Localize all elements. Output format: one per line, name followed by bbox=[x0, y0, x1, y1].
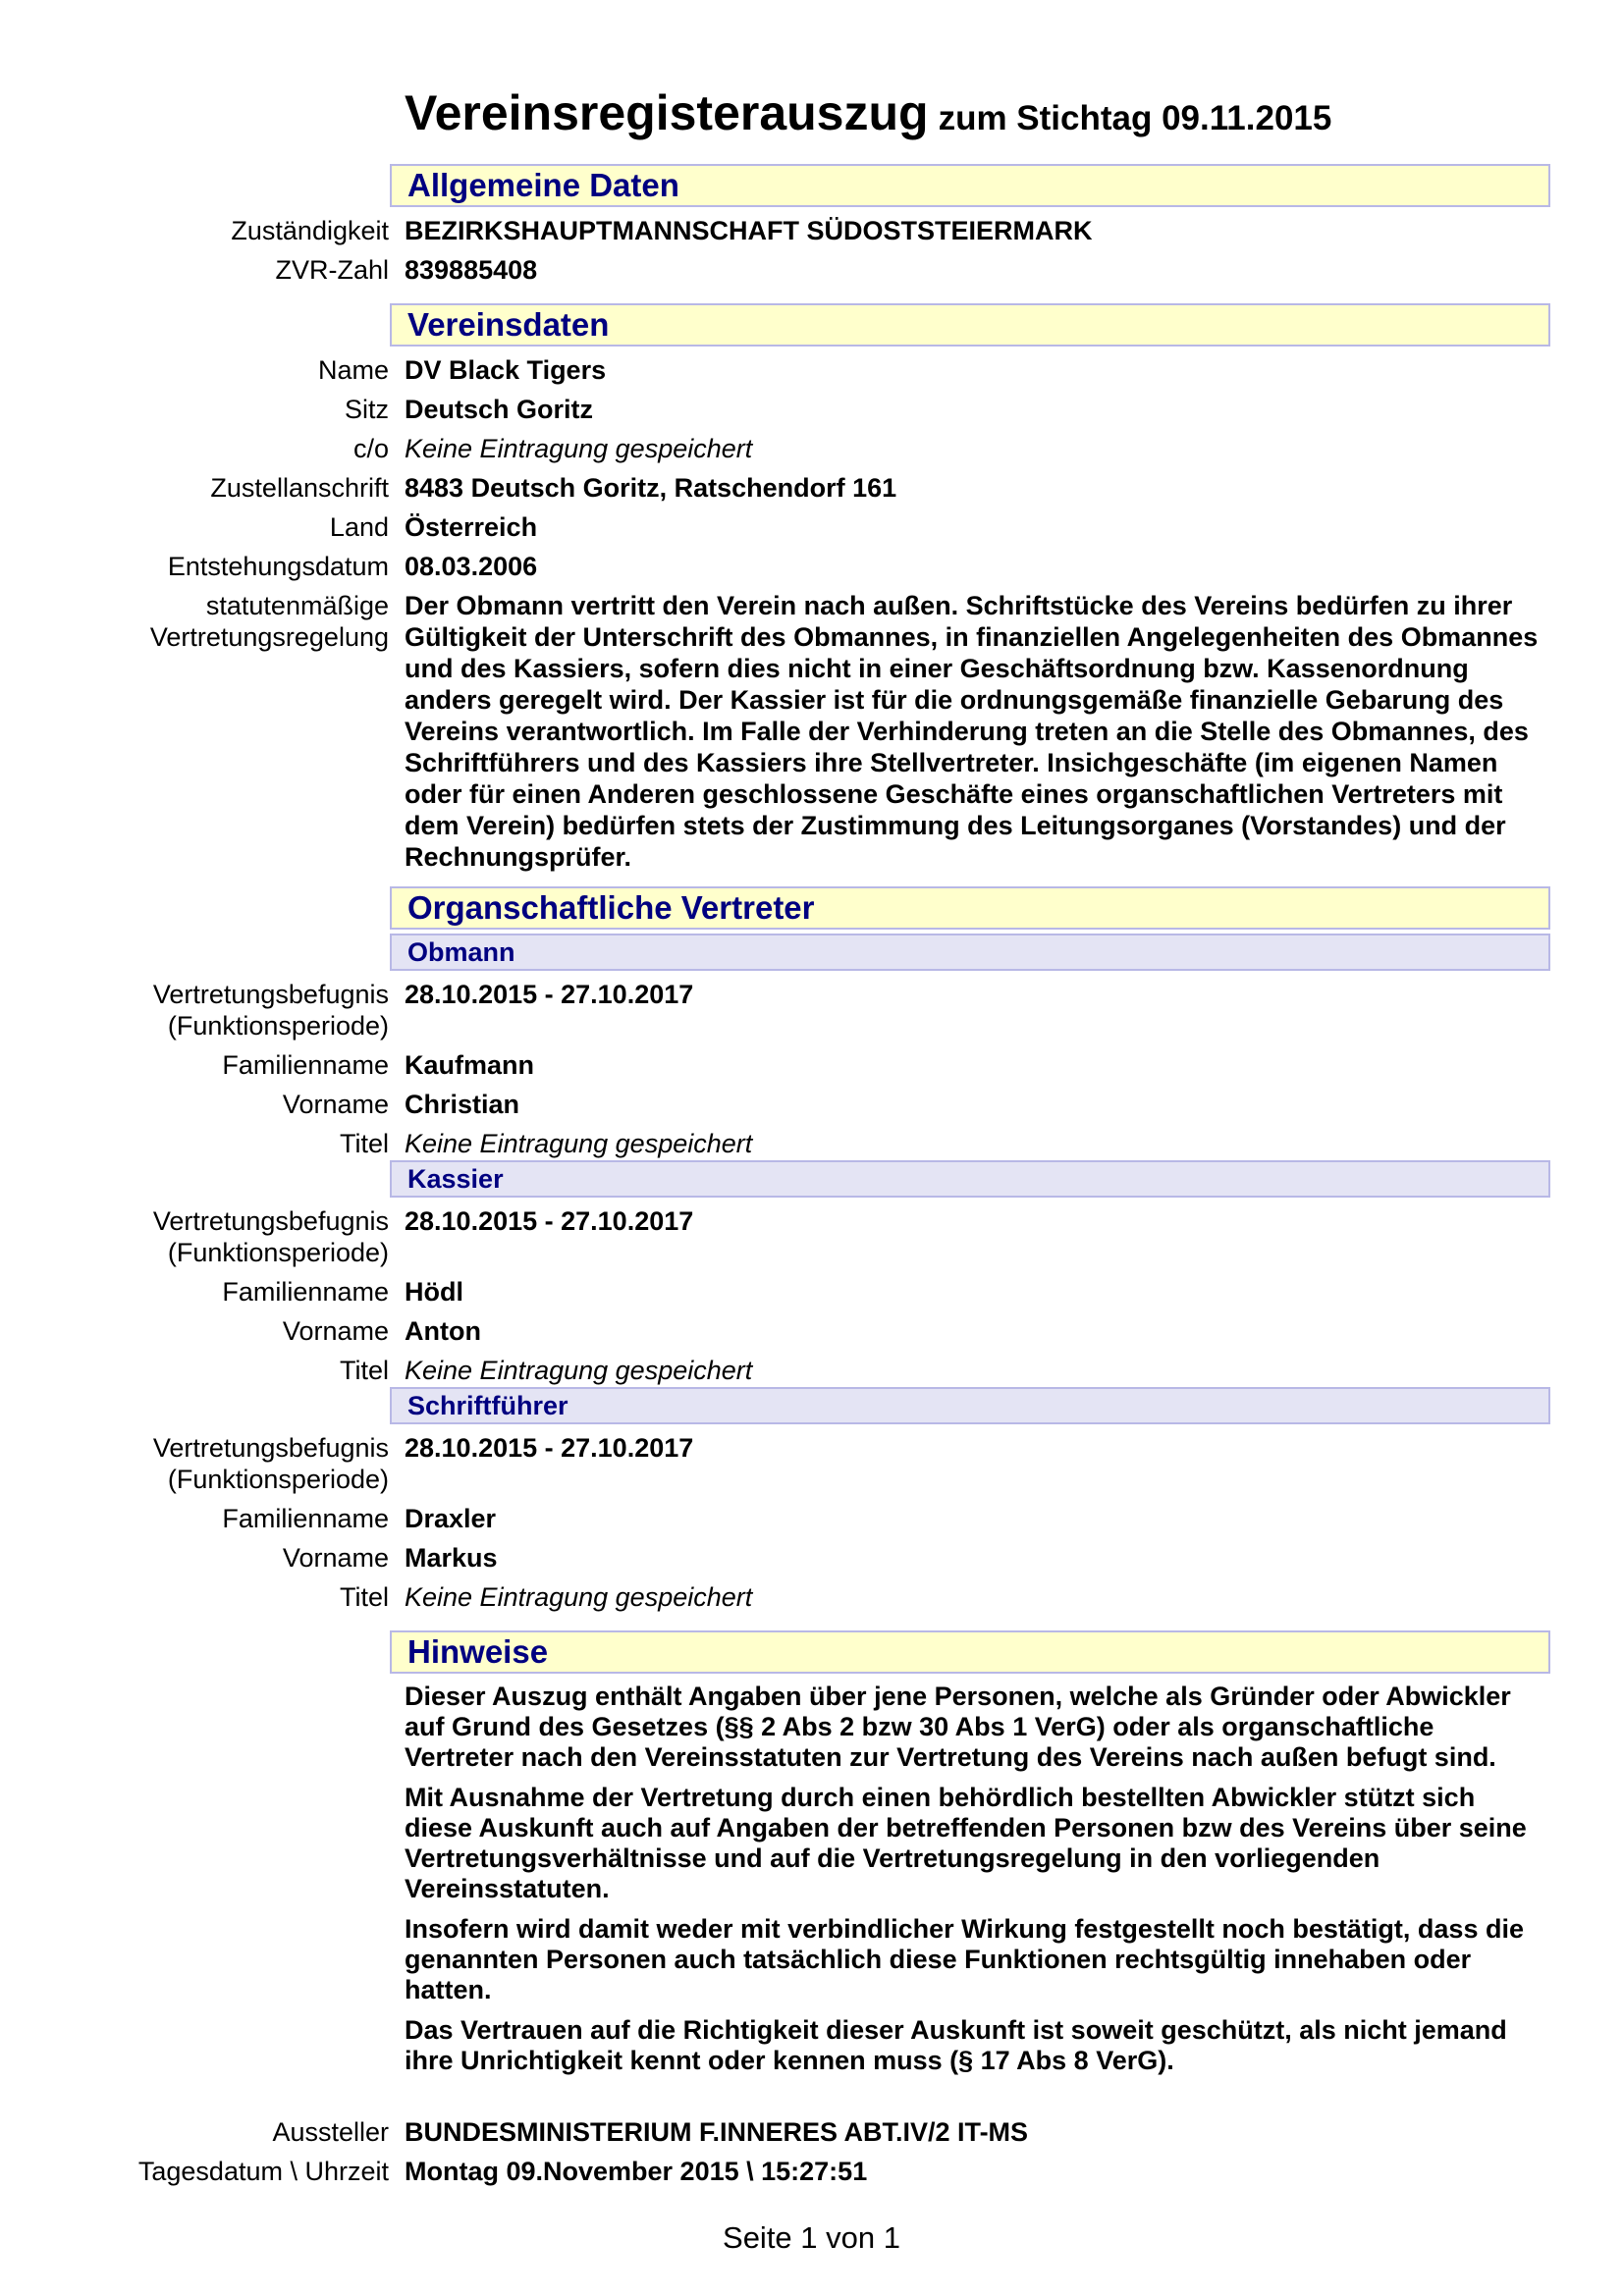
value-vorname-obmann: Christian bbox=[405, 1090, 520, 1119]
label-vertretungsregelung-line1: statutenmäßige bbox=[205, 591, 389, 620]
label-vertretungsbefugnis: Vertretungsbefugnis bbox=[152, 1206, 389, 1236]
label-vorname: Vorname bbox=[282, 1090, 389, 1119]
value-tagesdatum: Montag 09.November 2015 \ 15:27:51 bbox=[405, 2157, 868, 2186]
label-titel: Titel bbox=[339, 1356, 389, 1385]
value-entstehungsdatum: 08.03.2006 bbox=[405, 552, 538, 581]
document-title bbox=[405, 84, 1331, 141]
title-suffix: zum Stichtag 09.11.2015 bbox=[938, 99, 1332, 137]
section-vereinsdaten: Vereinsdaten bbox=[390, 303, 1550, 347]
hinweise-text bbox=[405, 1682, 1543, 2086]
section-allgemeine-daten: Allgemeine Daten bbox=[390, 164, 1550, 207]
label-funktionsperiode: (Funktionsperiode) bbox=[167, 1465, 389, 1494]
value-zustellanschrift: 8483 Deutsch Goritz, Ratschendorf 161 bbox=[405, 473, 897, 503]
value-zvr-zahl: 839885408 bbox=[405, 255, 538, 285]
label-vertretungsregelung-line2: Vertretungsregelung bbox=[149, 622, 389, 652]
value-titel-kassier: Keine Eintragung gespeichert bbox=[405, 1356, 753, 1385]
label-vertretungsbefugnis: Vertretungsbefugnis bbox=[152, 980, 389, 1009]
subsection-role-kassier: Kassier bbox=[390, 1160, 1550, 1198]
value-land: Österreich bbox=[405, 512, 538, 542]
value-vorname-kassier: Anton bbox=[405, 1316, 481, 1346]
label-land: Land bbox=[329, 512, 389, 542]
label-familienname: Familienname bbox=[222, 1050, 389, 1080]
value-co: Keine Eintragung gespeichert bbox=[405, 434, 753, 463]
label-vorname: Vorname bbox=[282, 1316, 389, 1346]
subsection-role-schriftfuehrer: Schriftführer bbox=[390, 1387, 1550, 1424]
value-familienname-kassier: Hödl bbox=[405, 1277, 463, 1307]
label-co: c/o bbox=[352, 434, 389, 463]
label-titel: Titel bbox=[339, 1129, 389, 1158]
hinweis-paragraph: Mit Ausnahme der Vertretung durch einen behördlich bestellten Abwickler stützt sich diese Auskunft auch auf Angaben der betreffenden Personen bzw des Vereins über seine Vertretungsverhältnisse und auf die Vertretungsregelung in den vorliegenden Vereinsstatuten. bbox=[405, 1783, 1527, 1903]
label-titel: Titel bbox=[339, 1582, 389, 1612]
value-vorname-schriftfuehrer: Markus bbox=[405, 1543, 498, 1573]
value-name: DV Black Tigers bbox=[405, 355, 607, 385]
label-sitz: Sitz bbox=[344, 395, 389, 424]
label-familienname: Familienname bbox=[222, 1277, 389, 1307]
label-entstehungsdatum: Entstehungsdatum bbox=[167, 552, 389, 581]
subsection-role-obmann: Obmann bbox=[390, 934, 1550, 971]
value-titel-obmann: Keine Eintragung gespeichert bbox=[405, 1129, 753, 1158]
label-familienname: Familienname bbox=[222, 1504, 389, 1533]
value-vertretungsregelung: Der Obmann vertritt den Verein nach außen. Schriftstücke des Vereins bedürfen zu ihrer Gültigkeit der Unterschrift des Obmannes, in finanziellen Angelegenheiten des Obmannes und des Kassiers, sofern dies nicht in einer Geschäftsordnung bzw. Kassenordnung anders geregelt wird. Der Kassier ist für die ordnungsgemäße finanzielle Gebarung des Vereins verantwortlich. Im Falle der Verhinderung treten an die Stelle des Obmannes, des Schriftführers und des Kassiers ihre Stellvertreter. Insichgeschäfte (im eigenen Namen oder für einen Anderen geschlossene Geschäfte eines organschaftlichen Vertreters mit dem Verein) bedürfen stets der Zustimmung des Leitungsorganes (Vorstandes) und der Rechnungsprüfer. bbox=[405, 591, 1539, 872]
label-tagesdatum: Tagesdatum \ Uhrzeit bbox=[137, 2157, 389, 2186]
value-period-kassier: 28.10.2015 - 27.10.2017 bbox=[405, 1206, 694, 1236]
section-hinweise: Hinweise bbox=[390, 1630, 1550, 1674]
label-vertretungsbefugnis: Vertretungsbefugnis bbox=[152, 1433, 389, 1463]
label-aussteller: Aussteller bbox=[272, 2117, 389, 2147]
value-zustaendigkeit: BEZIRKSHAUPTMANNSCHAFT SÜDOSTSTEIERMARK bbox=[405, 216, 1093, 245]
label-name: Name bbox=[317, 355, 389, 385]
hinweis-paragraph: Insofern wird damit weder mit verbindlicher Wirkung festgestellt noch bestätigt, dass die genannten Personen auch tatsächlich diese Funktionen rechtsgültig innehaben oder hatten. bbox=[405, 1914, 1524, 2004]
label-funktionsperiode: (Funktionsperiode) bbox=[167, 1238, 389, 1267]
value-aussteller: BUNDESMINISTERIUM F.INNERES ABT.IV/2 IT-MS bbox=[405, 2117, 1029, 2147]
section-organschaftliche-vertreter: Organschaftliche Vertreter bbox=[390, 886, 1550, 930]
title-main: Vereinsregisterauszug bbox=[405, 85, 929, 140]
label-zustellanschrift: Zustellanschrift bbox=[210, 473, 389, 503]
label-vorname: Vorname bbox=[282, 1543, 389, 1573]
label-funktionsperiode: (Funktionsperiode) bbox=[167, 1011, 389, 1041]
value-period-schriftfuehrer: 28.10.2015 - 27.10.2017 bbox=[405, 1433, 694, 1463]
value-sitz: Deutsch Goritz bbox=[405, 395, 594, 424]
label-zvr-zahl: ZVR-Zahl bbox=[275, 255, 389, 285]
hinweis-paragraph: Dieser Auszug enthält Angaben über jene Personen, welche als Gründer oder Abwickler auf Grund des Gesetzes (§§ 2 Abs 2 bzw 30 Abs 1 VerG) oder als organschaftliche Vertreter nach den Vereinsstatuten zur Vertretung des Vereins nach außen befugt sind. bbox=[405, 1682, 1511, 1772]
page-number: Seite 1 von 1 bbox=[723, 2220, 900, 2255]
label-zustaendigkeit: Zuständigkeit bbox=[231, 216, 389, 245]
value-familienname-obmann: Kaufmann bbox=[405, 1050, 535, 1080]
value-period-obmann: 28.10.2015 - 27.10.2017 bbox=[405, 980, 694, 1009]
hinweis-paragraph: Das Vertrauen auf die Richtigkeit dieser Auskunft ist soweit geschützt, als nicht jemand ihre Unrichtigkeit kennt oder kennen muss (§ 17 Abs 8 VerG). bbox=[405, 2015, 1507, 2075]
value-titel-schriftfuehrer: Keine Eintragung gespeichert bbox=[405, 1582, 753, 1612]
value-familienname-schriftfuehrer: Draxler bbox=[405, 1504, 497, 1533]
